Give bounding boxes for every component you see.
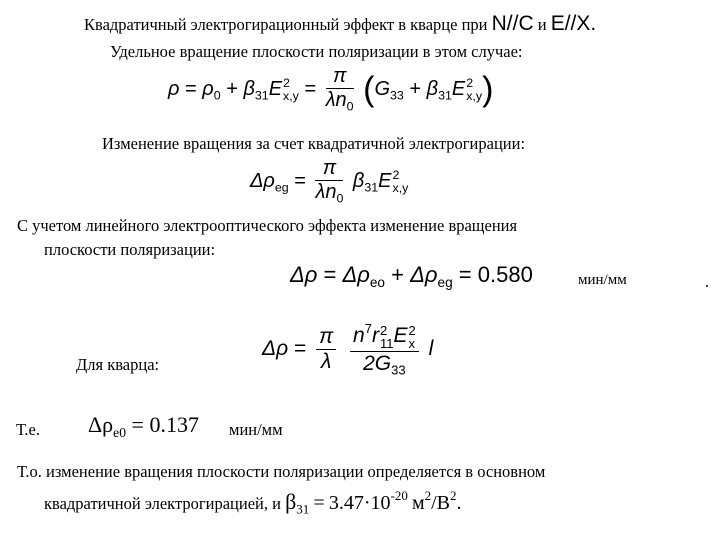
- eq1-den: [326, 89, 354, 113]
- eq4-den1: [316, 350, 336, 373]
- eq3-t1: Δρ: [342, 262, 370, 287]
- eq4-l: l: [428, 336, 434, 360]
- eq4-den2: [350, 352, 419, 377]
- eq4-E-scripts: [408, 324, 415, 350]
- conclusion-unit-sup-2: 2: [450, 488, 457, 503]
- te-value: 0.137: [149, 412, 199, 437]
- eq4-2G: 2G: [363, 351, 392, 375]
- e-parallel-x: E//X.: [550, 12, 597, 35]
- conclusion-unit-sup: 2: [424, 488, 432, 503]
- eq4-fraction-1: [316, 326, 336, 373]
- eq4-lambda: λ: [320, 349, 332, 373]
- eq3-t2-sub: eg: [437, 274, 453, 290]
- eq1-E2-scripts: [466, 77, 482, 102]
- eq4-equals: =: [293, 336, 307, 360]
- eq1-E2-sub: x,y: [466, 88, 483, 103]
- eq1-E-sub: x,y: [283, 88, 299, 103]
- eq3-value: 0.580: [477, 262, 533, 287]
- eq4-pi: π: [319, 324, 334, 348]
- eq1-plus-2: +: [409, 77, 422, 100]
- eq4-fraction-2: [350, 322, 419, 377]
- header-line-1: [84, 14, 596, 35]
- eq2-sub: eg: [274, 180, 289, 195]
- conclusion-unit-rest: /В: [431, 492, 451, 515]
- eq4-r: r: [371, 324, 379, 348]
- eq2-E-sup: 2: [392, 168, 400, 183]
- conclusion-text: квадратичной электрогирацией, и: [44, 494, 281, 514]
- eq3-equals-2: =: [458, 262, 472, 287]
- conclusion-beta: β: [285, 489, 297, 515]
- eq2-beta: β: [352, 169, 365, 192]
- te-label: Т.е.: [16, 420, 41, 439]
- eq1-equals-2: =: [304, 77, 317, 100]
- header-text: Квадратичный электрогирационный эффект в кварце при: [84, 15, 488, 34]
- eq4-num2: [350, 322, 419, 352]
- eq4-E: E: [393, 324, 408, 348]
- eq4-n: n: [353, 324, 365, 348]
- eq2-beta-sub: 31: [364, 180, 379, 195]
- eq1-E-sup: 2: [283, 76, 290, 91]
- eq1-E: E: [268, 77, 283, 100]
- eq3-t1-sub: eo: [369, 274, 386, 290]
- te-sub: e0: [113, 424, 127, 440]
- eq3-dot: .: [705, 272, 710, 291]
- eq2-pi: π: [322, 157, 337, 179]
- conclusion-equals: =: [313, 492, 325, 515]
- eq4-r-scripts: [380, 324, 394, 350]
- n-parallel-c: N//C: [491, 12, 534, 35]
- eq1-beta-2: β: [426, 77, 439, 100]
- eq1-lambda: λ: [325, 89, 336, 111]
- eq4-r-sup: 2: [379, 322, 388, 338]
- conclusion-line-2: [44, 486, 462, 520]
- eq1-plus: +: [226, 77, 238, 100]
- eq2-equals: =: [294, 169, 306, 192]
- eq1-n-sub: 0: [346, 99, 354, 114]
- te-formula: [88, 412, 199, 441]
- eq1-pi: π: [332, 65, 347, 87]
- conclusion-exp: -20: [390, 488, 408, 503]
- conclusion-unit: м: [411, 492, 425, 515]
- conclusion-line-1: Т.о. изменение вращения плоскости поляризации определяется в основном: [17, 462, 546, 481]
- eq3-unit: мин/мм: [578, 272, 627, 288]
- eq3-t2: Δρ: [410, 262, 438, 287]
- eq2-delta-rho: Δρ: [250, 169, 275, 192]
- paragraph-line-1: С учетом линейного электрооптического эффекта изменение вращения: [17, 216, 518, 235]
- eq2-den: [315, 181, 343, 205]
- eq2-fraction: [315, 158, 343, 205]
- eq2-n-sub: 0: [336, 191, 344, 206]
- eq2-E: E: [378, 169, 392, 192]
- conclusion-end: .: [456, 492, 462, 515]
- header-and: и: [537, 15, 547, 34]
- formula-specific-rotation: [168, 66, 493, 113]
- eq1-E2-sup: 2: [466, 76, 474, 91]
- te-equals: =: [131, 412, 144, 437]
- quartz-label: Для кварца:: [76, 355, 160, 374]
- eq3-equals: =: [323, 262, 337, 287]
- eq1-G-sub: 33: [390, 88, 404, 103]
- te-symbol: Δρ: [88, 412, 114, 437]
- eq1-n: n: [335, 89, 347, 111]
- formula-electrogyration: [250, 158, 408, 205]
- eq2-E-scripts: [393, 169, 409, 194]
- te-unit: мин/мм: [229, 420, 283, 439]
- eq1-E-scripts: [283, 77, 299, 102]
- eq3-plus: +: [391, 262, 404, 287]
- eq1-E-2: E: [451, 77, 466, 100]
- eq1-beta-sub: 31: [254, 88, 269, 103]
- formula-total-change: [290, 262, 533, 290]
- eq1-rparen: ): [482, 70, 494, 109]
- eq4-lhs: Δρ: [262, 336, 289, 360]
- eq4-E-sup: 2: [408, 322, 416, 338]
- paragraph-line-2: плоскости поляризации:: [44, 240, 216, 259]
- eq2-num: [315, 158, 343, 181]
- eq1-fraction: [326, 66, 354, 113]
- formula-quartz: [262, 322, 433, 377]
- conclusion-coef: 3.47·10: [328, 492, 391, 515]
- eq1-rho0: ρ: [202, 77, 214, 100]
- eq1-lparen: (: [363, 70, 375, 109]
- eq1-beta2-sub: 31: [438, 88, 452, 103]
- eq4-G-sub: 33: [391, 362, 406, 378]
- eq2-E-sub: x,y: [392, 180, 409, 195]
- eq1-G: G: [374, 77, 391, 100]
- eq1-rho0-sub: 0: [213, 88, 221, 103]
- eq1-num: [326, 66, 354, 89]
- header-line-2: Удельное вращение плоскости поляризации в этом случае:: [110, 42, 523, 61]
- caption-electrogyration: Изменение вращения за счет квадратичной электрогирации:: [102, 134, 526, 153]
- eq1-rho: ρ: [168, 77, 180, 100]
- eq2-n: n: [325, 181, 337, 203]
- eq4-r-sub: 11: [379, 335, 394, 351]
- eq4-num1: [316, 326, 336, 350]
- eq4-E-sub: x: [408, 335, 415, 351]
- eq1-equals: =: [185, 77, 197, 100]
- eq1-beta: β: [243, 77, 255, 100]
- eq2-lambda: λ: [315, 181, 326, 203]
- eq4-n-sup: 7: [364, 321, 372, 336]
- conclusion-beta-sub: 31: [296, 501, 310, 517]
- eq3-lhs: Δρ: [290, 262, 318, 287]
